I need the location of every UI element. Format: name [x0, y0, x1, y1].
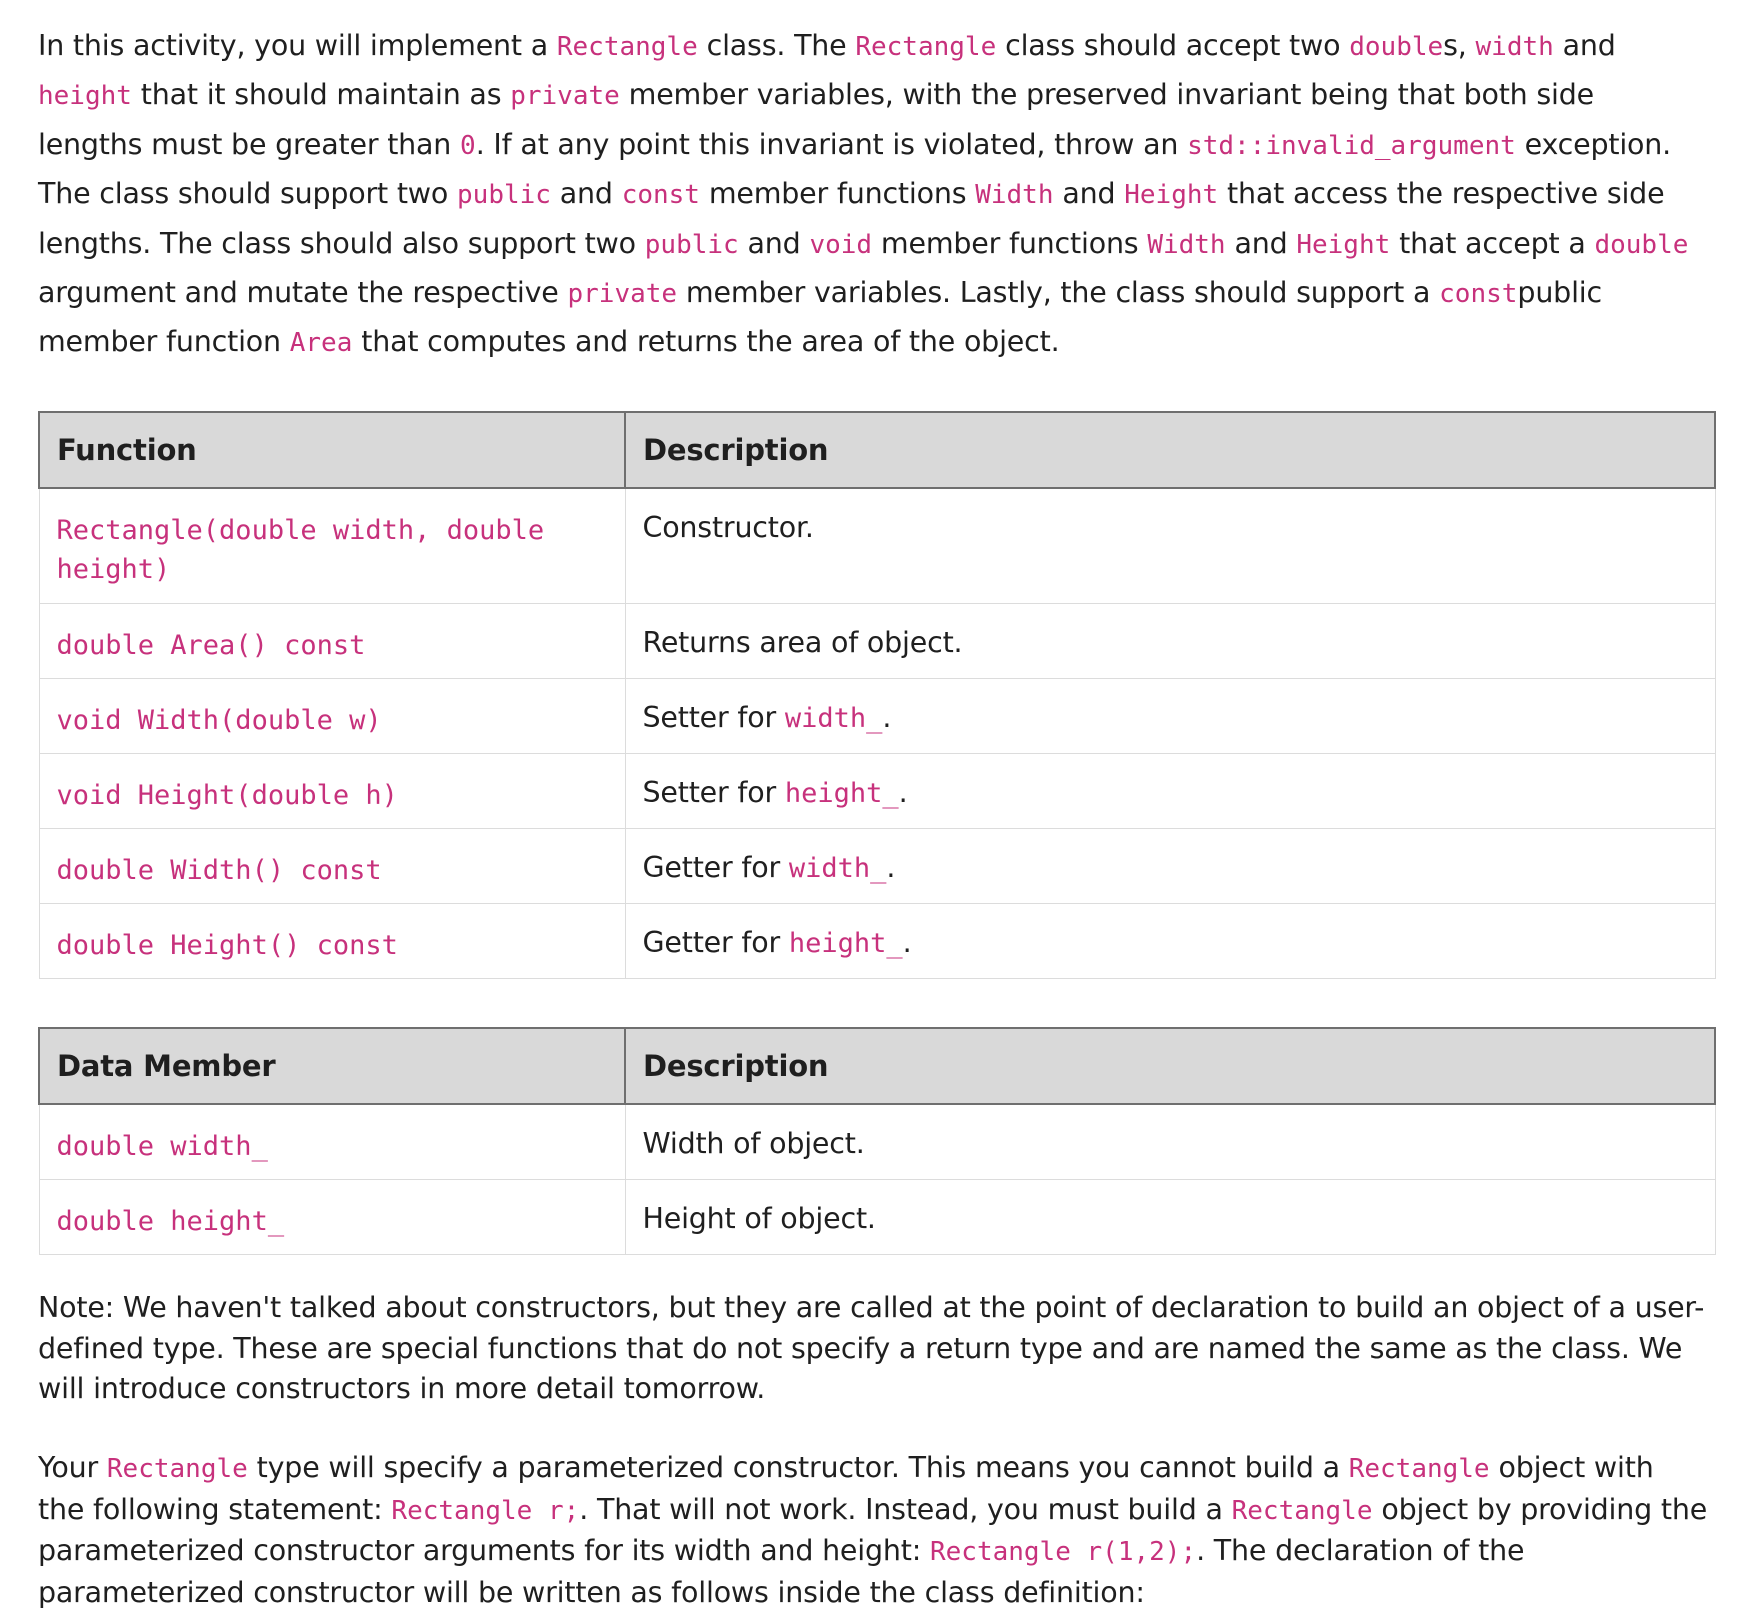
description-cell	[625, 488, 1715, 603]
function-signature: double Area() const	[56, 629, 366, 661]
table-row	[39, 488, 1715, 603]
table-row	[39, 753, 1715, 828]
function-cell	[39, 753, 625, 828]
table-row	[39, 903, 1715, 978]
inline-code: Rectangle r;	[391, 1495, 580, 1526]
description-text: .	[902, 925, 912, 959]
intro-text: class should accept two	[996, 29, 1350, 62]
closing-text: type will specify a parameterized constructor. This means you cannot build a	[247, 1451, 1349, 1484]
description-cell	[625, 678, 1715, 753]
description-cell: Width of object.	[625, 1104, 1715, 1179]
column-header-function: Function	[39, 412, 625, 488]
intro-paragraph	[38, 22, 1698, 368]
description-cell	[625, 603, 1715, 678]
member-declaration: double width_	[56, 1131, 268, 1162]
closing-text: . The declaration of the parameterized constructor will be written as follows inside the class definition:	[38, 1534, 1525, 1609]
intro-text: and	[1553, 29, 1616, 62]
table-header-row	[39, 1028, 1715, 1104]
intro-text: that access the respective side lengths. The class should also support two	[38, 177, 1665, 260]
intro-text: public member function	[38, 276, 1602, 359]
inline-code: width	[1475, 32, 1554, 62]
intro-text: and	[1225, 226, 1297, 260]
description-text: Setter for	[642, 775, 785, 809]
inline-code: Height	[1296, 229, 1391, 260]
closing-text: Your	[38, 1451, 107, 1484]
function-cell	[39, 828, 625, 903]
description-cell	[625, 753, 1715, 828]
inline-code: Rectangle r(1,2);	[929, 1537, 1197, 1567]
note-paragraph: Note: We haven't talked about constructors, but they are called at the point of declaration to build an object of a user-defined type. These are special functions that do not specify a return type and are named the same as the class. We will introduce constructors in more detail tomorrow.	[38, 1291, 1705, 1405]
inline-code: width_	[788, 852, 887, 884]
inline-code: Rectangle	[855, 32, 997, 62]
description-cell: Height of object.	[625, 1179, 1715, 1254]
intro-text: class. The	[697, 29, 856, 62]
inline-code: Rectangle	[106, 1454, 248, 1484]
intro-text: that it should maintain as	[131, 78, 511, 112]
intro-text: argument and mutate the respective	[38, 276, 568, 310]
intro-text: and	[738, 226, 810, 260]
description-text: Returns area of object.	[642, 625, 963, 659]
inline-code: double	[1594, 229, 1689, 260]
column-header-description: Description	[625, 1028, 1715, 1104]
inline-code: height_	[784, 777, 899, 809]
table-row	[39, 1104, 1715, 1179]
closing-text: object with the following statement:	[38, 1451, 1654, 1526]
intro-text: member variables, with the preserved invariant being that both side lengths must be greater than	[38, 78, 1594, 161]
intro-text: that computes and returns the area of the object.	[352, 325, 1060, 359]
inline-code: public	[457, 180, 551, 211]
inline-code: private	[567, 279, 678, 310]
intro-text: exception. The class should support two	[38, 127, 1672, 211]
description-text: Constructor.	[642, 511, 814, 544]
intro-text: and	[550, 177, 622, 211]
description-text: Getter for	[642, 850, 789, 884]
intro-text: . If at any point this invariant is violated, throw an	[475, 127, 1188, 161]
function-signature: double Width() const	[56, 854, 382, 886]
member-cell	[39, 1179, 625, 1254]
function-cell	[39, 603, 625, 678]
inline-code: const	[621, 180, 700, 211]
member-declaration: double height_	[56, 1205, 285, 1237]
closing-text: object by providing the parameterized constructor arguments for its width and height:	[38, 1492, 1708, 1567]
inline-code: Rectangle	[1348, 1454, 1490, 1484]
intro-text: and	[1053, 177, 1125, 211]
function-signature: double Height() const	[56, 929, 398, 961]
closing-paragraph	[38, 1448, 1708, 1613]
column-header-data-member: Data Member	[39, 1028, 625, 1104]
function-signature: void Width(double w)	[56, 704, 382, 736]
inline-code: Height	[1124, 180, 1219, 211]
description-text: .	[898, 775, 908, 809]
inline-code: private	[510, 81, 620, 112]
intro-text: that accept a	[1390, 226, 1595, 260]
inline-code: Width	[1147, 229, 1226, 260]
inline-code: Area	[289, 328, 353, 359]
table-row	[39, 603, 1715, 678]
intro-text: In this activity, you will implement a	[38, 29, 557, 62]
description-cell	[625, 903, 1715, 978]
inline-code: width_	[784, 702, 883, 734]
inline-code: 0	[460, 130, 476, 161]
description-text: .	[882, 700, 892, 734]
closing-text: . That will not work. Instead, you must build a	[579, 1492, 1232, 1526]
inline-code: double	[1349, 32, 1444, 62]
inline-code: std::invalid_argument	[1187, 130, 1516, 161]
table-row	[39, 678, 1715, 753]
intro-text: member functions	[872, 226, 1148, 260]
function-signature: void Height(double h)	[56, 779, 398, 811]
inline-code: void	[809, 229, 873, 260]
table-row	[39, 1179, 1715, 1254]
intro-text: s,	[1443, 29, 1476, 62]
description-text: .	[886, 850, 896, 884]
function-cell	[39, 488, 625, 603]
functions-table	[38, 411, 1716, 979]
inline-code: Rectangle	[1231, 1495, 1373, 1526]
inline-code: height_	[788, 927, 903, 959]
data-members-table	[38, 1027, 1716, 1255]
inline-code: height	[38, 81, 132, 112]
intro-text: member variables. Lastly, the class should support a	[677, 276, 1440, 310]
function-cell	[39, 903, 625, 978]
inline-code: Width	[975, 180, 1054, 211]
inline-code: Rectangle	[556, 32, 698, 62]
description-text: Setter for	[642, 700, 785, 734]
function-signature: Rectangle(double width, double height)	[56, 515, 545, 585]
function-cell	[39, 678, 625, 753]
table-header-row	[39, 412, 1715, 488]
column-header-description: Description	[625, 412, 1715, 488]
description-text: Getter for	[642, 925, 789, 959]
inline-code: public	[644, 229, 739, 260]
member-cell	[39, 1104, 625, 1179]
description-cell	[625, 828, 1715, 903]
table-row	[39, 828, 1715, 903]
intro-text: member functions	[699, 177, 976, 211]
inline-code: const	[1439, 279, 1518, 310]
